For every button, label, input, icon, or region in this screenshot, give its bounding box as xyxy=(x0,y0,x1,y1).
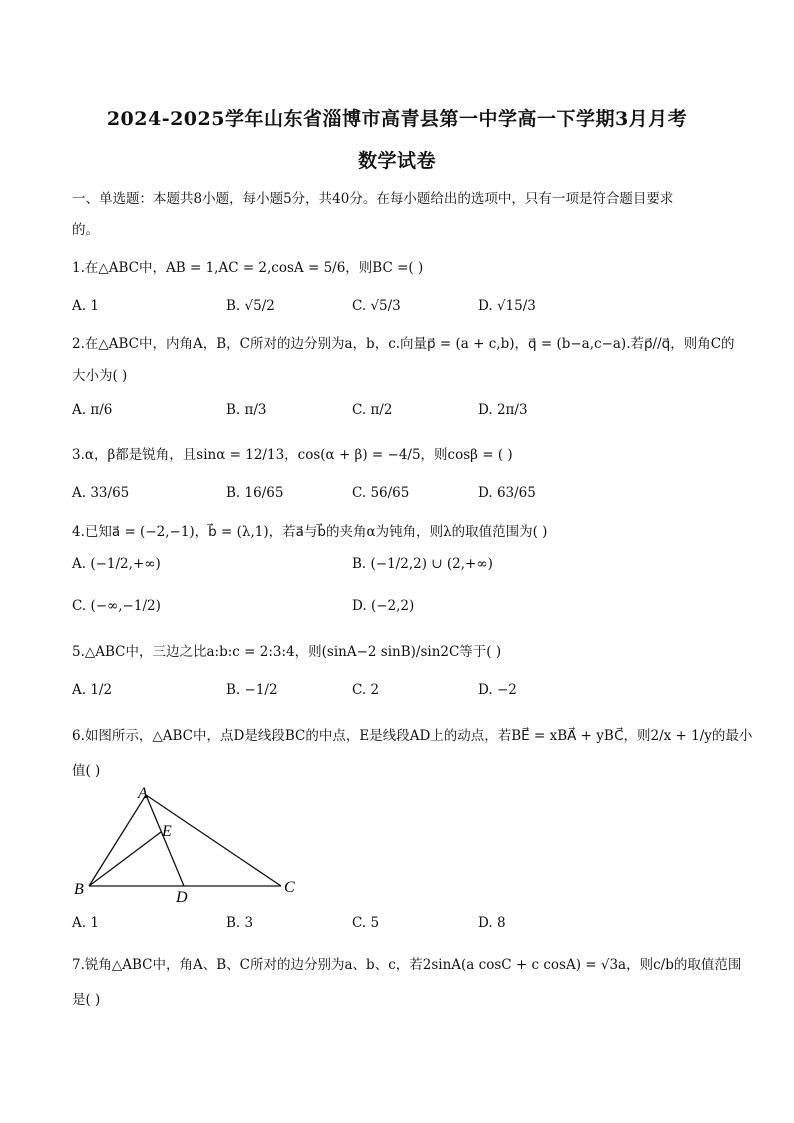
triangle-figure xyxy=(68,780,328,910)
q5-option-c[interactable]: C. 2 xyxy=(352,682,380,698)
label-a: A xyxy=(138,785,148,802)
q3-option-d[interactable]: D. 63/65 xyxy=(478,485,536,501)
q1-option-a[interactable]: A. 1 xyxy=(72,298,99,314)
label-e: E xyxy=(162,823,172,840)
question-6-stem-cont: 值( ) xyxy=(72,763,101,779)
segment-ac xyxy=(146,795,281,886)
question-3-stem: 3.α，β都是锐角，且sinα = 12/13，cos(α + β) = −4/5，则cosβ = ( ) xyxy=(72,447,513,463)
question-4-stem: 4.已知a⃗ = (−2,−1)，b⃗ = (λ,1)，若a⃗与b⃗的夹角α为钝角，则λ的取值范围为( ) xyxy=(72,524,548,540)
section-instruction: 一、单选题：本题共8小题，每小题5分，共40分。在每小题给出的选项中，只有一项是符合题目要求 xyxy=(72,191,674,207)
q5-option-a[interactable]: A. 1/2 xyxy=(72,682,113,698)
question-6-stem: 6.如图所示，△ABC中，点D是线段BC的中点，E是线段AD上的动点，若BE⃗ = xBA⃗ + yBC⃗，则2/x + 1/y的最小 xyxy=(72,728,753,744)
question-7-stem: 7.锐角△ABC中，角A、B、C所对的边分别为a、b、c，若2sinA(a cosC + c cosA) = √3a，则c/b的取值范围 xyxy=(72,957,742,973)
q6-option-b[interactable]: B. 3 xyxy=(226,915,254,931)
q6-option-d[interactable]: D. 8 xyxy=(478,915,506,931)
q1-option-d[interactable]: D. √15/3 xyxy=(478,298,536,314)
q2-option-a[interactable]: A. π/6 xyxy=(72,402,113,418)
q6-option-a[interactable]: A. 1 xyxy=(72,915,99,931)
question-7-stem-cont: 是( ) xyxy=(72,992,101,1008)
question-2-stem: 2.在△ABC中，内角A，B，C所对的边分别为a，b，c.向量p⃗ = (a + c,b)，q⃗ = (b−a,c−a).若p⃗//q⃗，则角C的 xyxy=(72,336,735,352)
segment-be xyxy=(89,832,161,886)
q3-option-a[interactable]: A. 33/65 xyxy=(72,485,130,501)
q2-option-d[interactable]: D. 2π/3 xyxy=(478,402,528,418)
q4-option-b[interactable]: B. (−1/2,2) ∪ (2,+∞) xyxy=(352,556,493,572)
q4-option-d[interactable]: D. (−2,2) xyxy=(352,598,415,614)
question-5-stem: 5.△ABC中，三边之比a:b:c = 2:3:4，则(sinA−2 sinB)/sin2C等于( ) xyxy=(72,644,502,660)
q2-option-b[interactable]: B. π/3 xyxy=(226,402,267,418)
q1-option-c[interactable]: C. √5/3 xyxy=(352,298,401,314)
q5-option-b[interactable]: B. −1/2 xyxy=(226,682,278,698)
label-d: D xyxy=(176,889,188,906)
q2-option-c[interactable]: C. π/2 xyxy=(352,402,393,418)
segment-ab xyxy=(89,795,146,886)
q4-option-c[interactable]: C. (−∞,−1/2) xyxy=(72,598,161,614)
section-instruction-cont: 的。 xyxy=(72,222,99,238)
q5-option-d[interactable]: D. −2 xyxy=(478,682,517,698)
q3-option-b[interactable]: B. 16/65 xyxy=(226,485,284,501)
q4-option-a[interactable]: A. (−1/2,+∞) xyxy=(72,556,161,572)
question-1-stem: 1.在△ABC中，AB = 1,AC = 2,cosA = 5/6，则BC =( ) xyxy=(72,260,424,276)
segment-ad xyxy=(146,795,184,886)
q6-option-c[interactable]: C. 5 xyxy=(352,915,380,931)
question-2-stem-cont: 大小为( ) xyxy=(72,368,128,384)
document-title: 2024-2025学年山东省淄博市高青县第一中学高一下学期3月月考 xyxy=(106,108,688,130)
q1-option-b[interactable]: B. √5/2 xyxy=(226,298,275,314)
document-subtitle: 数学试卷 xyxy=(357,150,436,172)
q3-option-c[interactable]: C. 56/65 xyxy=(352,485,410,501)
label-c: C xyxy=(284,879,295,896)
label-b: B xyxy=(74,881,84,898)
